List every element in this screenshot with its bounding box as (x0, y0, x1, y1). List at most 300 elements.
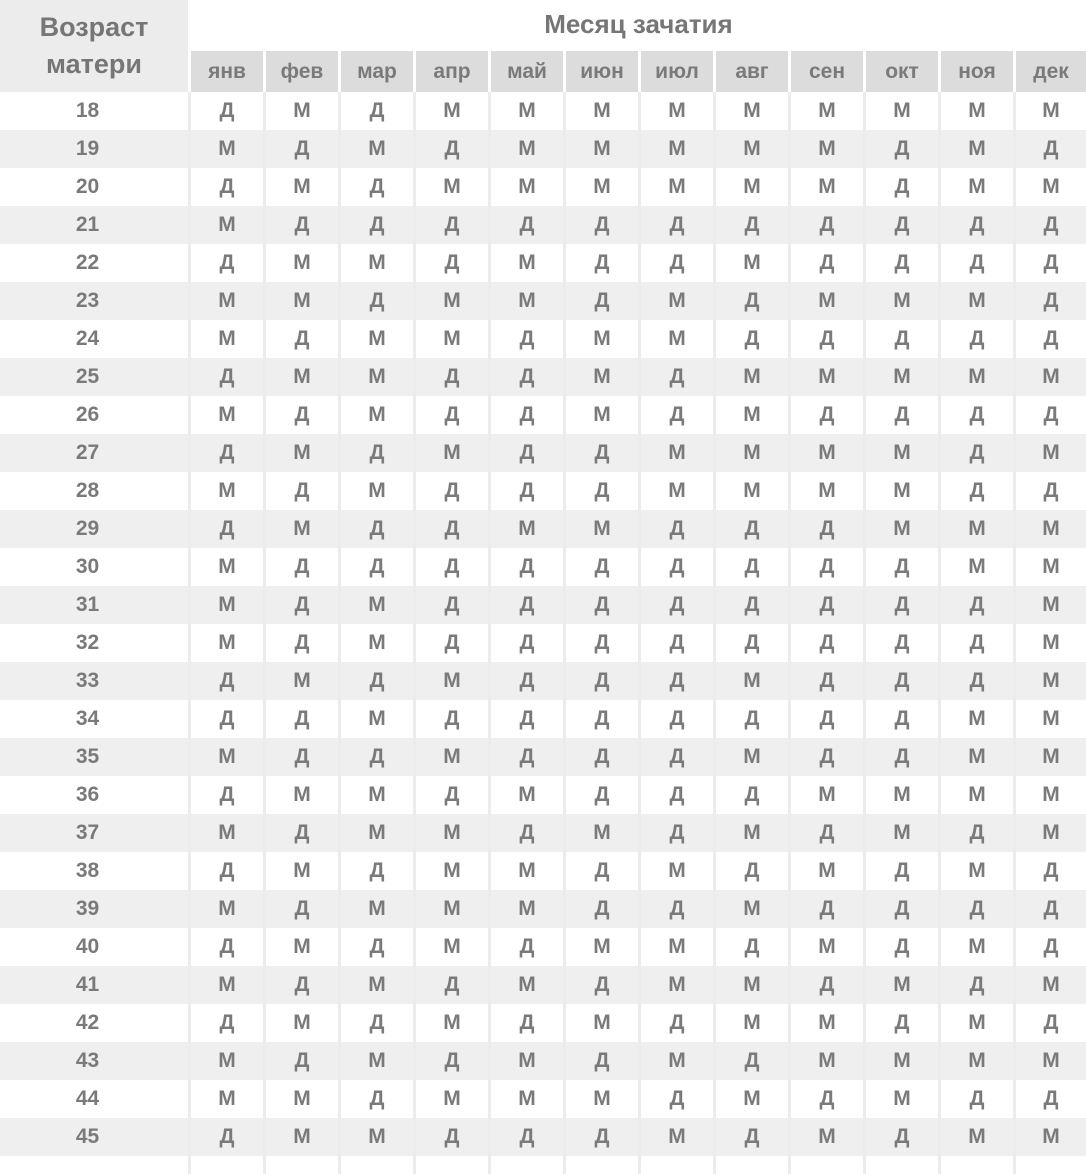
gender-cell: Д (519, 213, 535, 236)
gender-cell: М (743, 973, 761, 996)
gender-cell: М (368, 631, 386, 654)
gender-cell: М (818, 479, 836, 502)
gender-cell: Д (369, 517, 385, 540)
gender-cell: М (968, 745, 986, 768)
gender-cell: М (818, 935, 836, 958)
gender-cell: Д (219, 859, 235, 882)
gender-cell: Д (969, 1087, 985, 1110)
gender-cell: М (518, 973, 536, 996)
gender-cell: М (443, 327, 461, 350)
gender-cell: Д (969, 327, 985, 350)
gender-cell: М (968, 859, 986, 882)
gender-cell: Д (369, 1011, 385, 1034)
gender-cell: Д (369, 669, 385, 692)
gender-cell: Д (219, 707, 235, 730)
gender-cell: Д (894, 403, 910, 426)
gender-cell: М (518, 1049, 536, 1072)
gender-cell: М (1042, 669, 1060, 692)
gender-cell: М (593, 175, 611, 198)
mother-age-cell: 31 (75, 593, 100, 616)
gender-cell: М (818, 99, 836, 122)
gender-cell: Д (744, 783, 760, 806)
month-header-cell: июл (641, 51, 713, 92)
gender-cell: М (218, 1087, 236, 1110)
gender-cell: М (293, 783, 311, 806)
gender-cell: Д (219, 365, 235, 388)
month-header-cell: апр (416, 51, 488, 92)
gender-cell: М (893, 365, 911, 388)
gender-cell: М (293, 1011, 311, 1034)
gender-cell: Д (219, 441, 235, 464)
gender-cell: Д (594, 213, 610, 236)
gender-cell: Д (219, 1125, 235, 1148)
gender-cell: М (518, 517, 536, 540)
gender-cell: М (443, 99, 461, 122)
column-divider (713, 92, 716, 1174)
month-header-cell: май (491, 51, 563, 92)
gender-cell: М (968, 1125, 986, 1148)
gender-cell: М (293, 365, 311, 388)
gender-cell: М (443, 859, 461, 882)
gender-cell: Д (744, 1049, 760, 1072)
gender-cell: Д (1043, 213, 1059, 236)
gender-cell: Д (519, 1011, 535, 1034)
gender-cell: Д (369, 555, 385, 578)
gender-cell: Д (444, 137, 460, 160)
gender-cell: М (368, 821, 386, 844)
gender-cell: М (968, 365, 986, 388)
month-header-cell: янв (191, 51, 263, 92)
gender-cell: Д (819, 631, 835, 654)
gender-cell: М (818, 783, 836, 806)
gender-cell: М (893, 1049, 911, 1072)
gender-cell: Д (669, 251, 685, 274)
gender-cell: Д (819, 745, 835, 768)
gender-cell: Д (1043, 1087, 1059, 1110)
gender-cell: Д (519, 555, 535, 578)
gender-cell: М (218, 137, 236, 160)
gender-cell: Д (819, 593, 835, 616)
gender-cell: Д (894, 859, 910, 882)
gender-cell: Д (894, 745, 910, 768)
gender-cell: М (218, 327, 236, 350)
month-header-cell: сен (791, 51, 863, 92)
gender-cell: М (818, 1049, 836, 1072)
column-divider (788, 92, 791, 1174)
gender-cell: Д (819, 251, 835, 274)
gender-cell: М (668, 441, 686, 464)
gender-cell: Д (1043, 251, 1059, 274)
gender-cell: Д (594, 707, 610, 730)
gender-cell: М (743, 99, 761, 122)
gender-cell: Д (969, 479, 985, 502)
gender-cell: М (368, 973, 386, 996)
gender-cell: Д (294, 213, 310, 236)
gender-cell: М (893, 517, 911, 540)
mother-age-cell: 27 (75, 441, 100, 464)
gender-cell: Д (219, 935, 235, 958)
mother-age-cell: 34 (75, 707, 100, 730)
month-header-cell: мар (341, 51, 413, 92)
gender-cell: М (968, 1049, 986, 1072)
gender-cell: Д (594, 251, 610, 274)
gender-cell: М (1042, 441, 1060, 464)
gender-cell: Д (294, 631, 310, 654)
gender-cell: Д (744, 631, 760, 654)
gender-cell: Д (744, 327, 760, 350)
gender-cell: М (818, 1011, 836, 1034)
gender-cell: М (743, 403, 761, 426)
gender-cell: Д (819, 897, 835, 920)
gender-cell: М (593, 517, 611, 540)
gender-cell: М (668, 479, 686, 502)
gender-cell: Д (1043, 935, 1059, 958)
gender-cell: М (668, 935, 686, 958)
gender-cell: Д (669, 745, 685, 768)
gender-cell: М (668, 137, 686, 160)
gender-cell: Д (444, 403, 460, 426)
gender-cell: М (818, 859, 836, 882)
gender-cell: М (668, 859, 686, 882)
gender-cell: Д (594, 783, 610, 806)
gender-cell: М (518, 251, 536, 274)
gender-cell: М (1042, 821, 1060, 844)
gender-cell: Д (819, 213, 835, 236)
gender-cell: Д (369, 1087, 385, 1110)
gender-cell: М (218, 593, 236, 616)
column-divider (863, 92, 866, 1174)
mother-age-cell: 44 (75, 1087, 100, 1110)
mother-age-cell: 22 (75, 251, 100, 274)
gender-cell: М (968, 517, 986, 540)
gender-cell: М (593, 1087, 611, 1110)
gender-cell: Д (669, 517, 685, 540)
gender-cell: М (593, 137, 611, 160)
gender-cell: М (968, 935, 986, 958)
gender-cell: Д (744, 593, 760, 616)
month-header-cell: дек (1016, 51, 1086, 92)
gender-cell: Д (744, 1125, 760, 1148)
gender-cell: М (443, 897, 461, 920)
gender-cell: Д (819, 327, 835, 350)
mother-age-cell: 26 (75, 403, 100, 426)
gender-cell: М (968, 555, 986, 578)
gender-cell: Д (444, 783, 460, 806)
column-divider (338, 92, 341, 1174)
gender-cell: Д (219, 783, 235, 806)
mother-age-cell: 30 (75, 555, 100, 578)
gender-cell: Д (969, 403, 985, 426)
gender-cell: М (968, 137, 986, 160)
gender-cell: М (893, 821, 911, 844)
gender-cell: Д (294, 479, 310, 502)
gender-cell: Д (444, 251, 460, 274)
gender-cell: М (368, 1125, 386, 1148)
gender-cell: М (1042, 973, 1060, 996)
gender-cell: М (893, 289, 911, 312)
gender-cell: Д (594, 631, 610, 654)
gender-cell: Д (894, 897, 910, 920)
gender-cell: Д (219, 669, 235, 692)
gender-cell: Д (669, 555, 685, 578)
gender-cell: М (1042, 593, 1060, 616)
gender-cell: М (968, 99, 986, 122)
mother-age-cell: 18 (75, 99, 100, 122)
gender-cell: Д (519, 403, 535, 426)
gender-cell: Д (369, 935, 385, 958)
gender-cell: Д (894, 1011, 910, 1034)
gender-cell: М (743, 441, 761, 464)
gender-cell: Д (1043, 137, 1059, 160)
gender-cell: Д (669, 1087, 685, 1110)
gender-cell: М (443, 821, 461, 844)
gender-cell: Д (744, 555, 760, 578)
gender-cell: М (668, 973, 686, 996)
gender-cell: Д (969, 973, 985, 996)
mother-age-cell: 40 (75, 935, 100, 958)
gender-cell: Д (594, 1049, 610, 1072)
gender-cell: Д (744, 289, 760, 312)
gender-cell: М (293, 517, 311, 540)
gender-cell: Д (819, 517, 835, 540)
gender-cell: М (218, 289, 236, 312)
gender-cell: М (368, 479, 386, 502)
gender-cell: М (743, 821, 761, 844)
gender-cell: М (443, 745, 461, 768)
gender-cell: М (1042, 783, 1060, 806)
column-divider (638, 92, 641, 1174)
gender-cell: Д (894, 137, 910, 160)
gender-cell: Д (894, 1125, 910, 1148)
gender-cell: Д (444, 593, 460, 616)
column-divider (413, 92, 416, 1174)
mother-age-cell: 37 (75, 821, 100, 844)
gender-cell: М (968, 1011, 986, 1034)
gender-cell: Д (219, 99, 235, 122)
gender-cell: Д (819, 707, 835, 730)
gender-cell: М (518, 859, 536, 882)
gender-cell: М (293, 441, 311, 464)
gender-cell: Д (669, 365, 685, 388)
gender-cell: М (368, 251, 386, 274)
gender-cell: М (218, 1049, 236, 1072)
gender-cell: Д (969, 441, 985, 464)
gender-cell: Д (594, 897, 610, 920)
gender-cell: М (743, 669, 761, 692)
gender-cell: М (893, 783, 911, 806)
mother-age-cell: 21 (75, 213, 100, 236)
month-header-cell: авг (716, 51, 788, 92)
column-divider (563, 92, 566, 1174)
gender-cell: М (593, 365, 611, 388)
gender-cell: М (1042, 745, 1060, 768)
gender-cell: Д (894, 935, 910, 958)
gender-cell: Д (444, 517, 460, 540)
gender-cell: Д (894, 631, 910, 654)
mother-age-cell: 24 (75, 327, 100, 350)
gender-cell: Д (894, 327, 910, 350)
gender-cell: М (443, 289, 461, 312)
mother-age-header (0, 0, 188, 92)
gender-cell: Д (969, 631, 985, 654)
gender-cell: М (293, 251, 311, 274)
gender-cell: Д (369, 99, 385, 122)
gender-cell: М (818, 441, 836, 464)
table-row-empty (0, 1156, 1086, 1174)
gender-cell: М (893, 441, 911, 464)
conception-month-header: Месяц зачатия (191, 0, 1086, 49)
gender-cell: М (743, 175, 761, 198)
gender-cell: Д (969, 213, 985, 236)
mother-age-cell: 36 (75, 783, 100, 806)
gender-cell: Д (894, 555, 910, 578)
gender-cell: М (593, 403, 611, 426)
gender-cell: Д (594, 289, 610, 312)
gender-cell: М (743, 365, 761, 388)
gender-cell: Д (744, 213, 760, 236)
gender-cell: М (293, 859, 311, 882)
gender-cell: Д (444, 555, 460, 578)
gender-cell: Д (519, 479, 535, 502)
gender-cell: Д (519, 441, 535, 464)
gender-cell: М (293, 1087, 311, 1110)
gender-cell: Д (819, 973, 835, 996)
gender-cell: М (743, 479, 761, 502)
gender-cell: М (218, 973, 236, 996)
gender-cell: Д (519, 821, 535, 844)
gender-cell: Д (744, 935, 760, 958)
gender-cell: Д (519, 745, 535, 768)
gender-cell: Д (969, 897, 985, 920)
gender-cell: М (368, 327, 386, 350)
gender-cell: Д (744, 517, 760, 540)
gender-cell: М (368, 897, 386, 920)
gender-cell: М (668, 1125, 686, 1148)
gender-cell: Д (519, 669, 535, 692)
gender-cell: М (293, 289, 311, 312)
gender-cell: Д (594, 1125, 610, 1148)
mother-age-cell: 33 (75, 669, 100, 692)
gender-cell: М (368, 403, 386, 426)
column-divider (488, 92, 491, 1174)
gender-cell: М (968, 707, 986, 730)
gender-cell: Д (594, 745, 610, 768)
gender-cell: Д (669, 1011, 685, 1034)
gender-cell: Д (369, 175, 385, 198)
gender-cell: М (818, 365, 836, 388)
column-divider (263, 92, 266, 1174)
gender-cell: Д (294, 973, 310, 996)
gender-cell: М (218, 555, 236, 578)
gender-cell: Д (894, 213, 910, 236)
gender-cell: М (368, 365, 386, 388)
gender-cell: М (1042, 1125, 1060, 1148)
gender-cell: Д (1043, 327, 1059, 350)
gender-cell: М (443, 1087, 461, 1110)
mother-age-cell: 39 (75, 897, 100, 920)
gender-cell: Д (669, 669, 685, 692)
gender-cell: Д (594, 555, 610, 578)
month-header-cell: июн (566, 51, 638, 92)
gender-cell: М (968, 783, 986, 806)
gender-cell: Д (819, 1087, 835, 1110)
gender-cell: Д (369, 745, 385, 768)
gender-cell: Д (444, 973, 460, 996)
gender-cell: М (743, 251, 761, 274)
gender-cell: Д (294, 745, 310, 768)
gender-cell: М (218, 897, 236, 920)
gender-cell: Д (294, 1049, 310, 1072)
mother-age-header-line1: Возраст (39, 12, 149, 42)
gender-cell: М (1042, 99, 1060, 122)
gender-cell: М (1042, 1049, 1060, 1072)
gender-cell: Д (519, 365, 535, 388)
gender-cell: М (668, 1049, 686, 1072)
gender-cell: М (293, 175, 311, 198)
gender-cell: Д (294, 897, 310, 920)
gender-cell: М (893, 1087, 911, 1110)
mother-age-cell: 20 (75, 175, 100, 198)
gender-cell: Д (1043, 289, 1059, 312)
gender-cell: Д (219, 175, 235, 198)
gender-cell: Д (669, 783, 685, 806)
gender-cell: М (443, 1011, 461, 1034)
gender-cell: М (368, 1049, 386, 1072)
mother-age-cell: 19 (75, 137, 100, 160)
gender-cell: М (293, 669, 311, 692)
gender-cell: Д (669, 707, 685, 730)
gender-cell: Д (294, 555, 310, 578)
gender-cell: Д (819, 403, 835, 426)
gender-cell: М (218, 403, 236, 426)
gender-cell: М (293, 1125, 311, 1148)
gender-cell: М (518, 897, 536, 920)
column-divider (1013, 92, 1016, 1174)
gender-cell: М (443, 669, 461, 692)
gender-cell: Д (969, 669, 985, 692)
gender-cell: М (218, 479, 236, 502)
gender-cell: Д (519, 1125, 535, 1148)
gender-cell: М (218, 631, 236, 654)
gender-cell: М (368, 783, 386, 806)
gender-cell: Д (669, 403, 685, 426)
column-divider (188, 92, 191, 1174)
gender-cell: Д (444, 1125, 460, 1148)
month-header-cell: фев (266, 51, 338, 92)
gender-cell: М (293, 935, 311, 958)
gender-cell: М (668, 289, 686, 312)
gender-cell: Д (669, 213, 685, 236)
gender-cell: Д (444, 479, 460, 502)
gender-cell: Д (819, 821, 835, 844)
gender-cell: М (1042, 555, 1060, 578)
gender-cell: М (593, 327, 611, 350)
gender-cell: М (1042, 631, 1060, 654)
mother-age-cell: 35 (75, 745, 100, 768)
gender-cell: М (818, 175, 836, 198)
gender-cell: М (593, 821, 611, 844)
gender-cell: М (1042, 707, 1060, 730)
gender-cell: Д (1043, 403, 1059, 426)
mother-age-cell: 23 (75, 289, 100, 312)
gender-cell: Д (744, 707, 760, 730)
mother-age-cell: 42 (75, 1011, 100, 1034)
gender-cell: Д (519, 631, 535, 654)
gender-cell: Д (294, 327, 310, 350)
gender-cell: Д (294, 821, 310, 844)
mother-age-cell: 25 (75, 365, 100, 388)
mother-age-cell: 45 (75, 1125, 100, 1148)
